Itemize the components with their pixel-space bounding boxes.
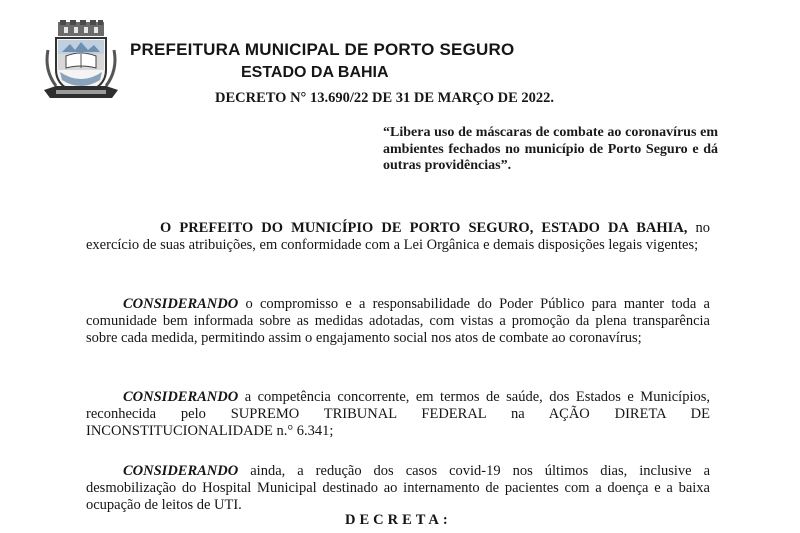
paragraph-text: ainda, a redução dos casos covid-19 nos últimos dias, inclusive a desmobilização do Hospital Municipal destinado ao internamento de pacientes com a doença e a baixa ocupação de leitos de UTI.	[86, 463, 711, 513]
decreta-heading: DECRETA:	[345, 512, 452, 528]
paragraph-text: o compromisso e a responsabilidade do Poder Público para manter toda a comunidade bem informada sobre as medidas adotadas, com vistas a promoção da plena transparência sobre cada medida, permitindo assim o engajamento social nos atos de combate ao coronavírus;	[86, 296, 710, 346]
paragraph-lead: O PREFEITO DO MUNICÍPIO DE PORTO SEGURO, ESTADO DA BAHIA,	[160, 220, 688, 236]
considering-paragraph	[86, 296, 710, 347]
paragraph-text: no exercício de suas atribuições, em conformidade com a Lei Orgânica e demais disposições legais vigentes;	[86, 220, 711, 253]
organization-title: PREFEITURA MUNICIPAL DE PORTO SEGURO	[130, 40, 515, 59]
considering-paragraph	[86, 389, 710, 440]
coat-of-arms-icon	[42, 20, 120, 104]
preamble-paragraph	[86, 220, 710, 254]
paragraph-lead: CONSIDERANDO	[123, 296, 239, 312]
decree-number: DECRETO N° 13.690/22 DE 31 DE MARÇO DE 2022.	[215, 90, 555, 106]
considering-paragraph	[86, 463, 710, 514]
decree-summary: “Libera uso de máscaras de combate ao coronavírus em ambientes fechados no município de Porto Seguro e dá outras providências”.	[383, 125, 718, 173]
paragraph-lead: CONSIDERANDO	[123, 463, 239, 479]
state-title: ESTADO DA BAHIA	[241, 64, 389, 81]
paragraph-text: a competência concorrente, em termos de saúde, dos Estados e Municípios, reconhecida pelo SUPREMO TRIBUNAL FEDERAL na AÇÃO DIRETA DE INCONSTITUCIONALIDADE n.° 6.341;	[86, 389, 710, 439]
paragraph-lead: CONSIDERANDO	[123, 389, 239, 405]
